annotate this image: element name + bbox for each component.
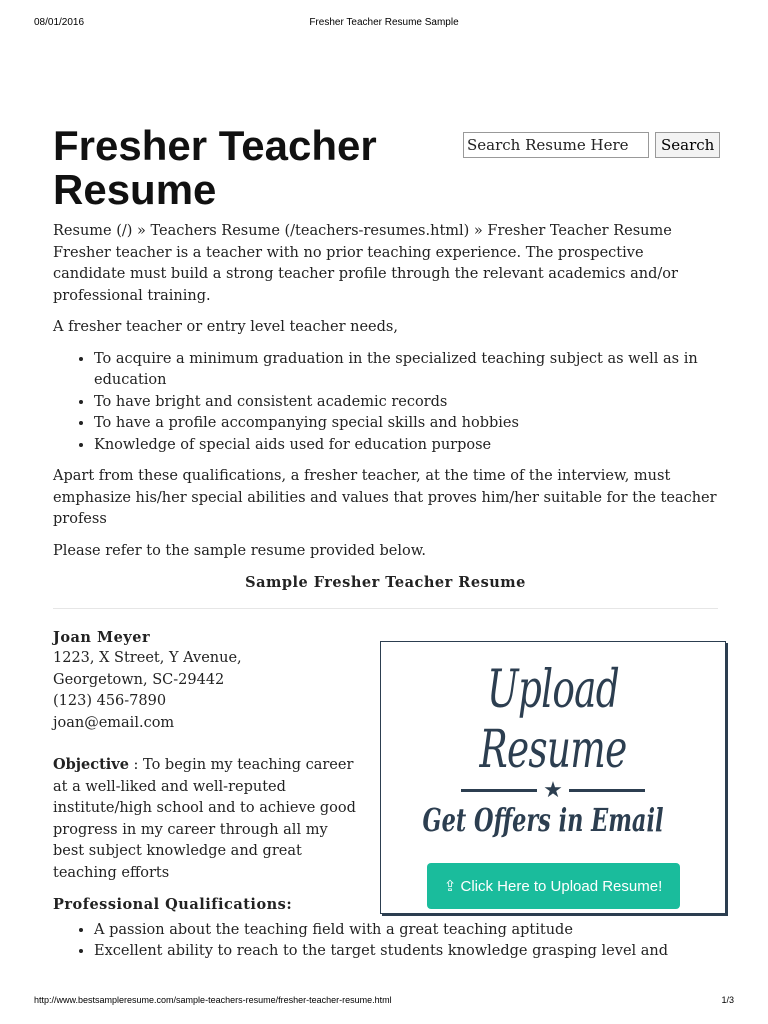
upload-icon: ⇪ [443,878,461,895]
sample-heading: Sample Fresher Teacher Resume [245,574,526,591]
upload-resume-ad [380,641,726,914]
list-item: • To acquire a minimum graduation in the specialized teaching subject as well as in education [94,349,718,392]
resume-address2: Georgetown, SC-29442 [53,671,225,688]
search-button[interactable]: Search [655,132,720,158]
needs-lead: A fresher teacher or entry level teacher needs, [53,319,398,335]
refer-paragraph: Please refer to the sample resume provided below. [53,542,427,559]
ad-subtitle: Get Offers in Email [422,801,664,839]
ad-title: Upload Resume [479,660,627,780]
print-date: 08/01/2016 [34,17,85,28]
resume-contact [53,627,363,885]
resume-address1: 1223, X Street, Y Avenue, [53,650,242,666]
pq-list [53,920,718,963]
intro-paragraph: Fresher teacher is a teacher with no prior teaching experience. The prospective candidate must build a strong teacher profile through the relevant academics and/or professional training. [53,244,678,304]
footer-url: http://www.bestsampleresume.com/sample-teachers-resume/fresher-teacher-resume.html [34,995,392,1005]
print-title: Fresher Teacher Resume Sample [309,17,459,28]
objective-text: : To begin my teaching career at a well-liked and well-reputed institute/high school and to achieve good progress in my career through all my best subject knowledge and great teaching efforts [53,757,356,881]
upload-resume-button[interactable]: ⇪ Click Here to Upload Resume! [427,863,680,909]
page-title: Fresher Teacher Resume [53,122,377,213]
page-number: 1/3 [721,995,734,1005]
objective-label: Objective [53,756,129,773]
resume-phone: (123) 456-7890 [53,693,167,709]
search-form [463,132,720,158]
star-divider [381,778,725,803]
article-body: Resume (/) » Teachers Resume (/teachers-resumes.html) » Fresher Teacher Resume Fresher teacher is a teacher with no prior teaching experience. The prospective candidate must build a strong teacher profile through the relevant academics and/or professional training. A fresher teacher or entry level teacher needs, • To acquire a minimum graduation in the specialized teaching subject as well as in education • To have bright and consistent academic records • To have a profile accompanying special skills and hobbies • Knowledge of special aids used for education purpose Apart from these qualifications, a fresher teacher, at the time of the interview, must emphasize his/her special abilities and values that proves him/her suitable for the teacher profess Please refer to the sample resume provided below. Sample Fresher Teacher Resume Joan Meyer 1223, X Street, Y Avenue, Georgetown, SC-29442 (123) 456-7890 joan@email.com Objective : To begin my teaching career at a well-liked and well-reputed institute/high school and to achieve good progress in my career through all my best subject knowledge and great teaching efforts Professional Qualifications: • A passion about the teaching field with a great teaching aptitude • Excellent ability to reach to the target students knowledge grasping level and [53,221,718,973]
list-item: • Knowledge of special aids used for education purpose [94,435,718,457]
search-input[interactable] [463,132,649,158]
apart-paragraph: Apart from these qualifications, a fresher teacher, at the time of the interview, must emphasize his/her special abilities and values that proves him/her suitable for the teacher profess [53,468,717,527]
resume-email: joan@email.com [53,714,175,731]
list-item: • Excellent ability to reach to the target students knowledge grasping level and [94,941,718,963]
star-icon: ★ [543,778,563,803]
divider [53,608,718,609]
resume-name: Joan Meyer [53,628,151,646]
list-item: • To have a profile accompanying special skills and hobbies [94,413,718,435]
list-item: • A passion about the teaching field with a great teaching aptitude [94,920,718,942]
pq-label: Professional Qualifications [53,896,287,913]
list-item: • To have bright and consistent academic records [94,392,718,414]
breadcrumb[interactable]: Resume (/) » Teachers Resume (/teachers-resumes.html) » Fresher Teacher Resume [53,223,672,239]
needs-list [53,349,718,457]
